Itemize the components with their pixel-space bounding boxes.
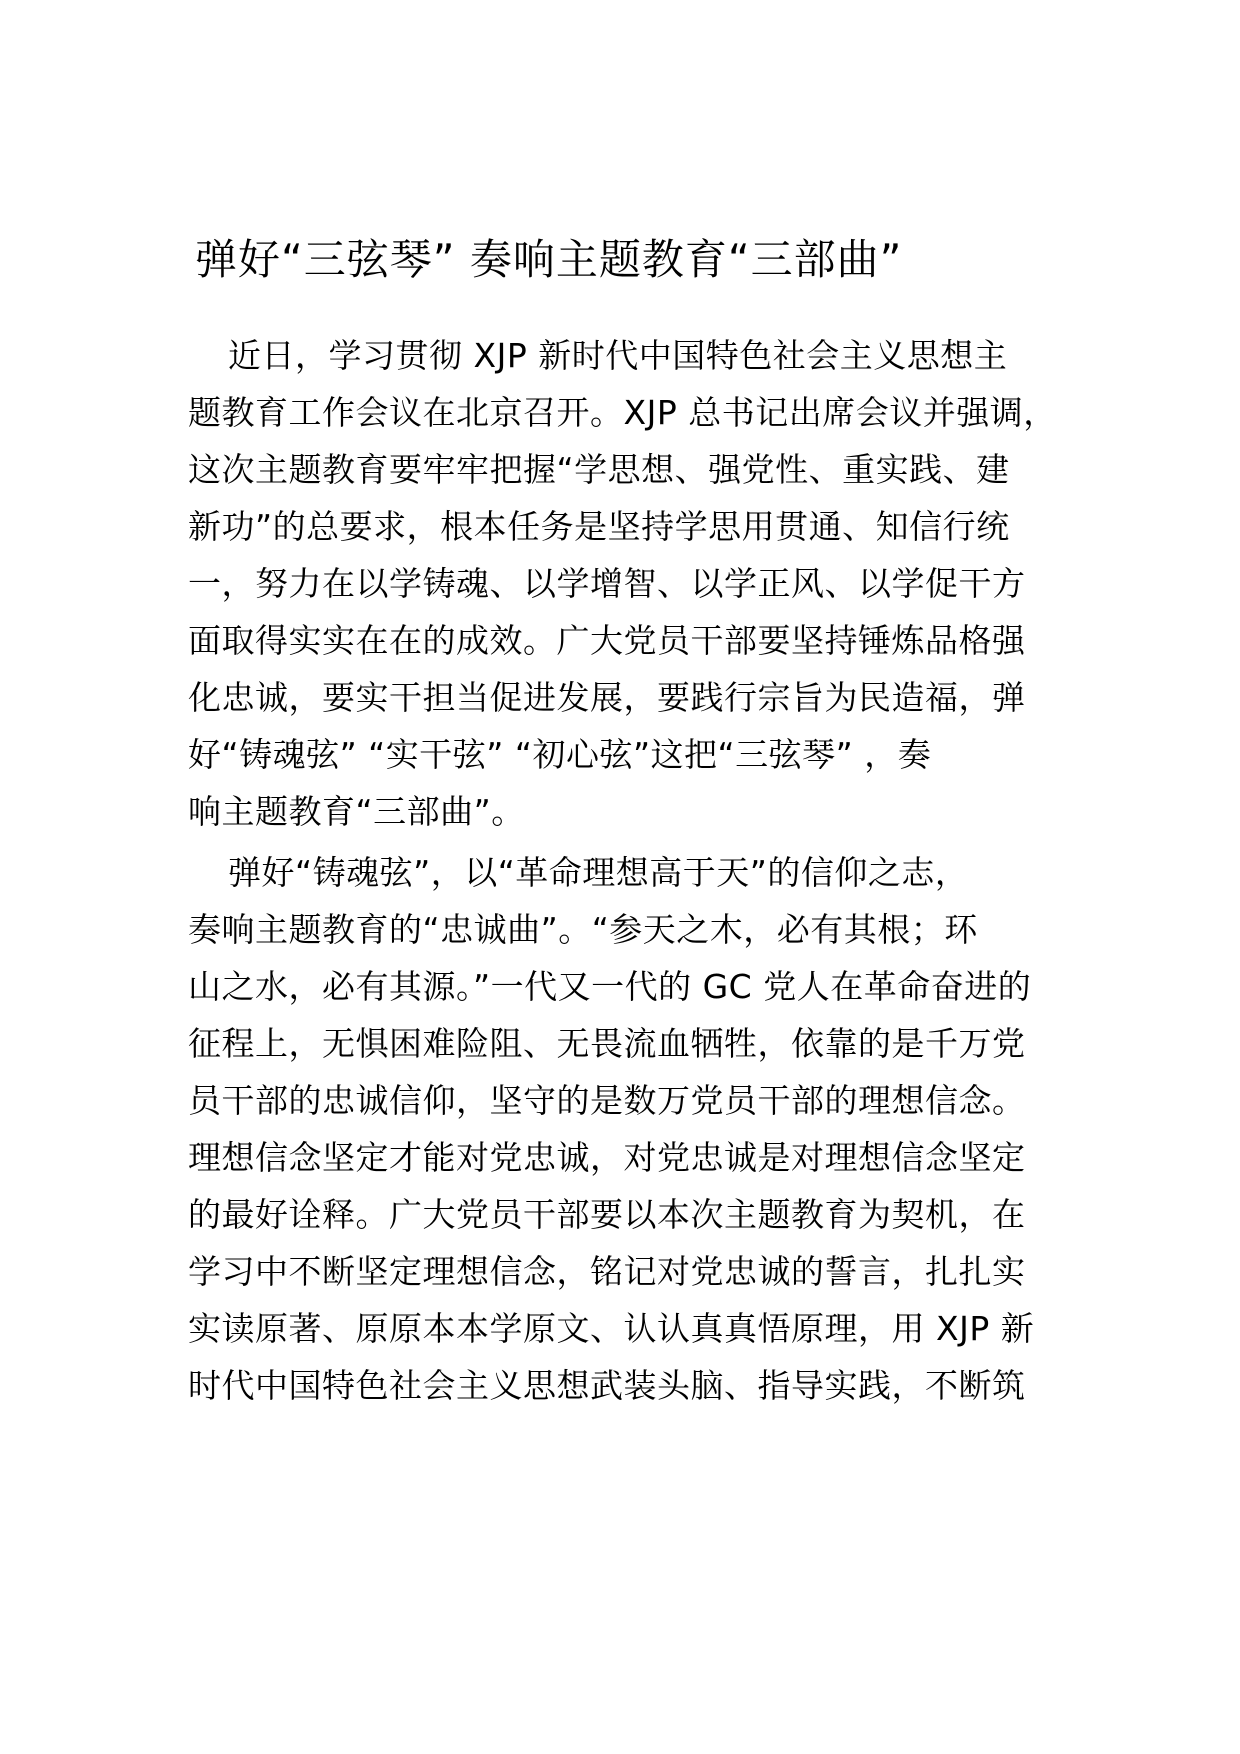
body-line: 响主题教育“三部曲”。 <box>188 792 525 831</box>
body-line: 实读原著、原原本本学原文、认认真真悟原理，用 XJP 新 <box>188 1309 1035 1348</box>
body-line: 奏响主题教育的“忠诚曲”。“参天之木，必有其根；环 <box>188 910 978 949</box>
body-line: 的最好诠释。广大党员干部要以本次主题教育为契机，在 <box>188 1195 1026 1234</box>
body-line: 这次主题教育要牢牢把握“学思想、强党性、重实践、建 <box>188 450 1010 489</box>
body-line: 征程上，无惧困难险阻、无畏流血牺牲，依靠的是千万党 <box>188 1024 1026 1063</box>
body-line: 题教育工作会议在北京召开。XJP 总书记出席会议并强调， <box>188 393 1057 432</box>
document-title: 弹好“三弦琴” 奏响主题教育“三部曲” <box>195 235 903 284</box>
body-line: 山之水，必有其源。”一代又一代的 GC 党人在革命奋进的 <box>188 967 1032 1006</box>
body-line: 弹好“铸魂弦”，以“革命理想高于天”的信仰之志， <box>228 853 969 892</box>
body-line: 好“铸魂弦” “实干弦” “初心弦”这把“三弦琴” ，奏 <box>188 735 932 774</box>
body-line: 学习中不断坚定理想信念，铭记对党忠诚的誓言，扎扎实 <box>188 1252 1026 1291</box>
body-line: 一，努力在以学铸魂、以学增智、以学正风、以学促干方 <box>188 564 1026 603</box>
body-line: 新功”的总要求，根本任务是坚持学思用贯通、知信行统 <box>188 507 1010 546</box>
body-line: 近日，学习贯彻 XJP 新时代中国特色社会主义思想主 <box>228 336 1008 375</box>
body-line: 面取得实实在在的成效。广大党员干部要坚持锤炼品格强 <box>188 621 1026 660</box>
body-line: 员干部的忠诚信仰，坚守的是数万党员干部的理想信念。 <box>188 1081 1026 1120</box>
body-line: 化忠诚，要实干担当促进发展，要践行宗旨为民造福，弹 <box>188 678 1026 717</box>
body-line: 时代中国特色社会主义思想武装头脑、指导实践，不断筑 <box>188 1366 1026 1405</box>
body-line: 理想信念坚定才能对党忠诚，对党忠诚是对理想信念坚定 <box>188 1138 1026 1177</box>
